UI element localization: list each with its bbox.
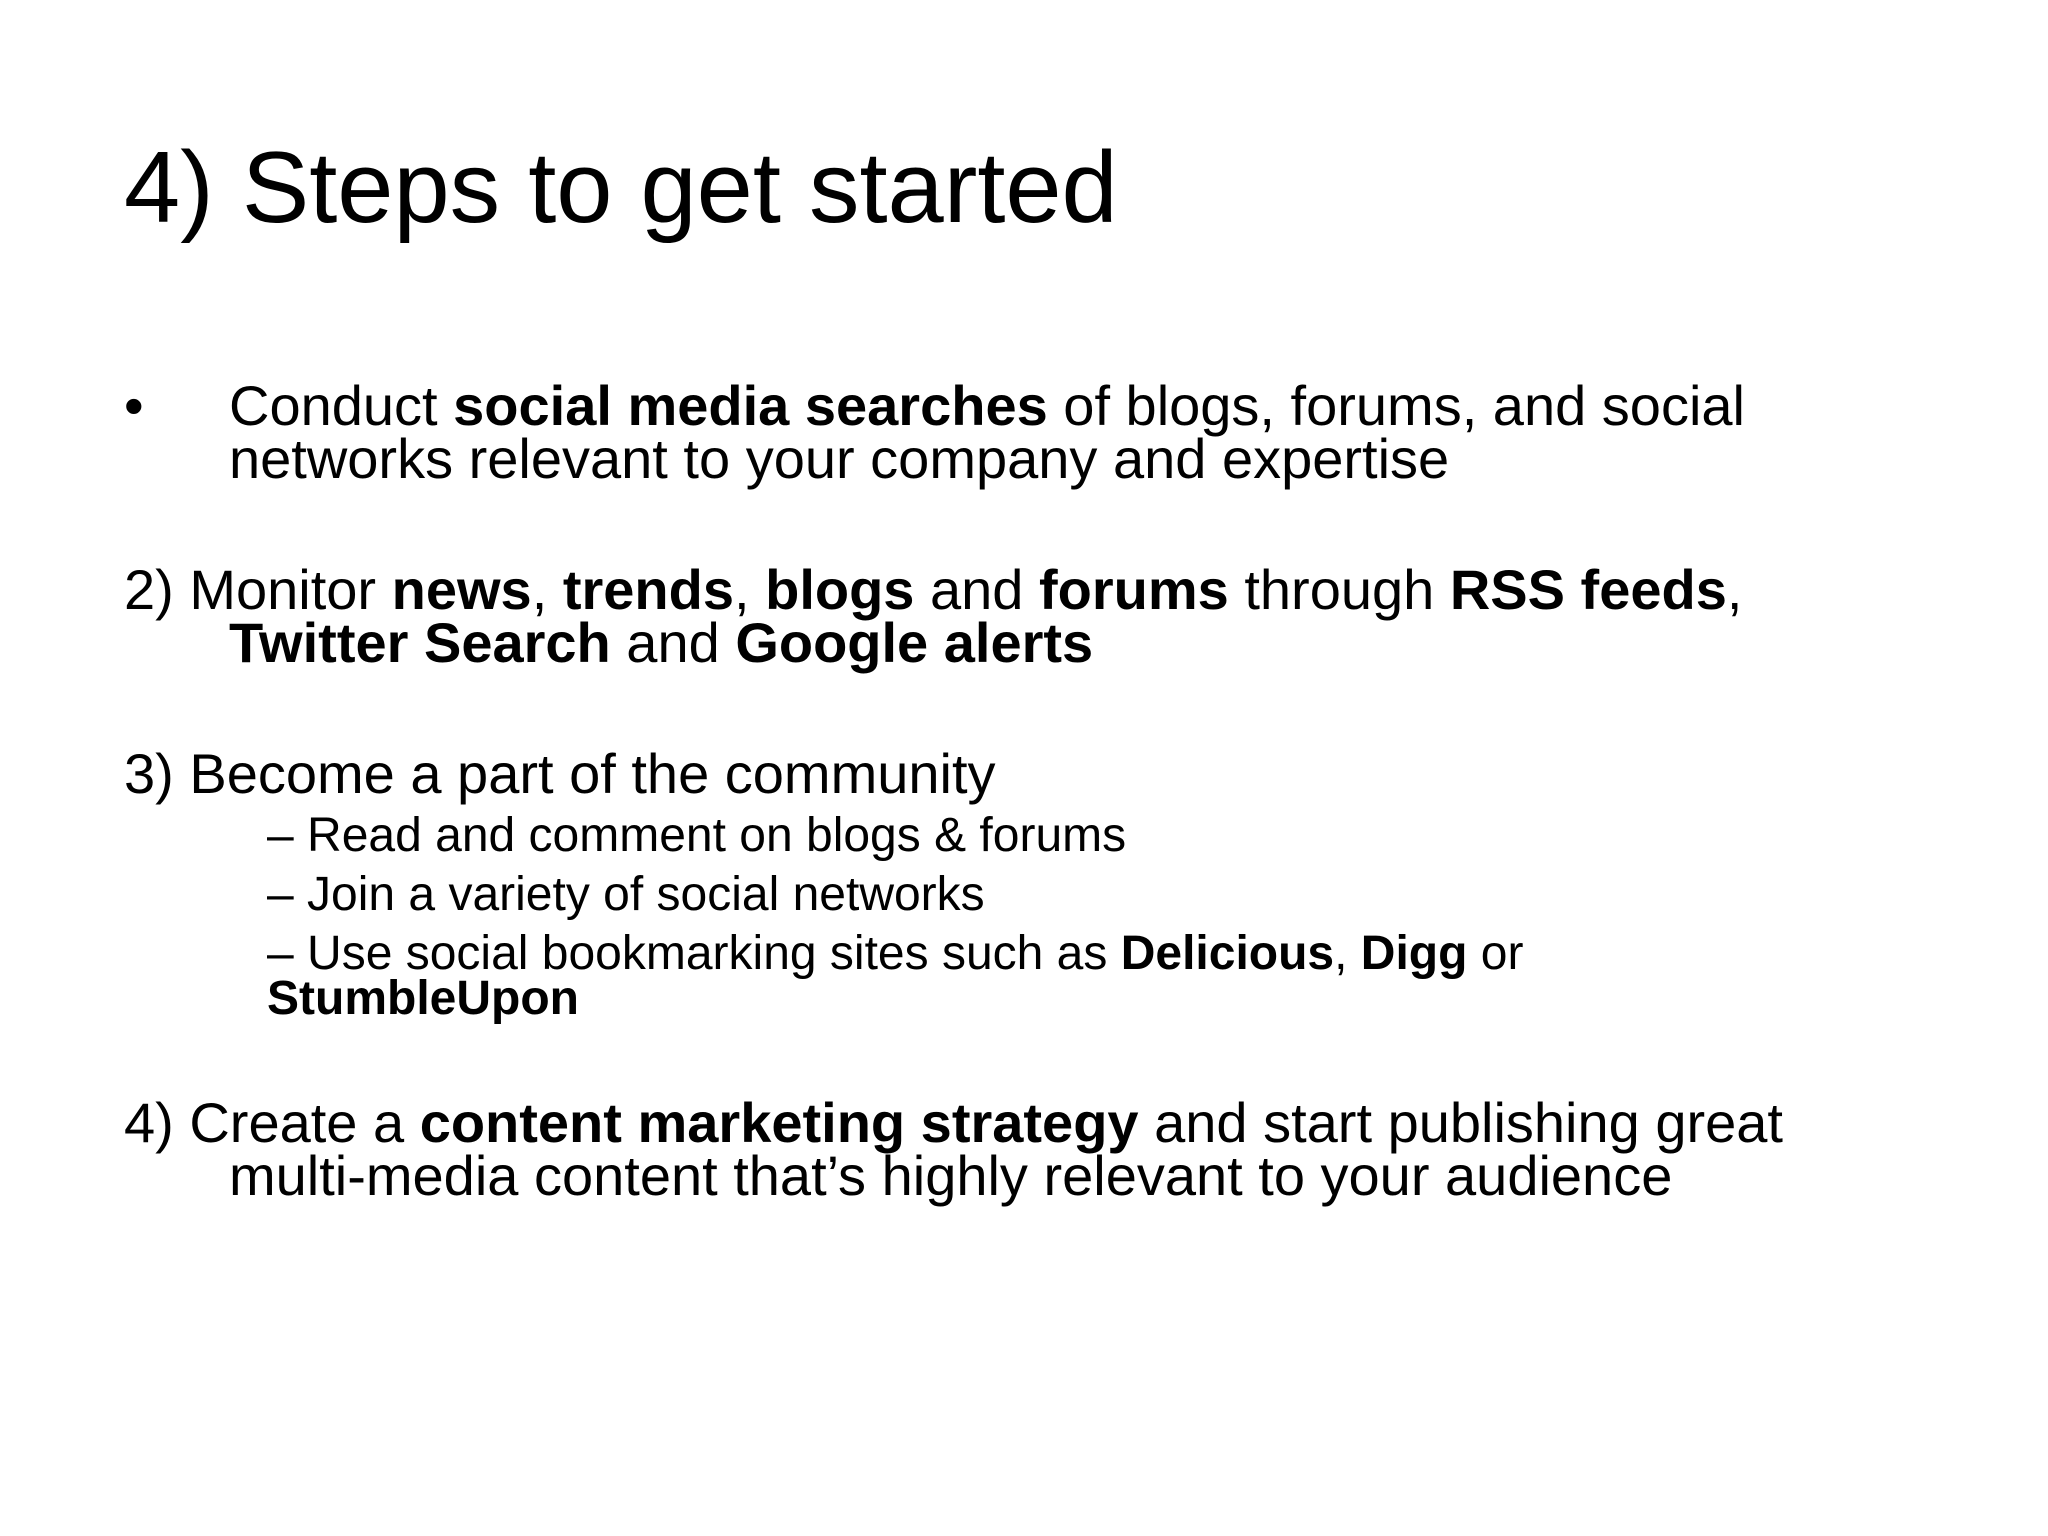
text-run: Conduct [229, 374, 454, 437]
text-run: , [1334, 927, 1361, 980]
sub-item-3-line-2 [267, 972, 1523, 1025]
slide-title: 4) Steps to get started [124, 132, 1118, 244]
bullet-marker: • [124, 374, 144, 437]
sub-item-1: – Read and comment on blogs & forums [267, 809, 1127, 862]
bold-text-run: Delicious [1120, 927, 1335, 980]
sub-item-3 [267, 927, 1524, 1025]
bold-text-run: news [391, 558, 532, 621]
list-item-2 [124, 558, 1743, 674]
bold-text-run: blogs [765, 558, 915, 621]
bold-text-run: social media searches [453, 374, 1048, 437]
bold-text-run: Digg [1360, 927, 1468, 980]
list-item-4-line-1 [124, 1091, 1783, 1154]
list-item-3: 3) Become a part of the community [124, 742, 996, 805]
text-run: and start publishing great [1138, 1091, 1783, 1154]
text-run: and [610, 611, 736, 674]
list-item-4 [124, 1091, 1783, 1207]
text-run: and [914, 558, 1039, 621]
text-run: , [531, 558, 563, 621]
list-item-2-line-1 [124, 558, 1743, 621]
bold-text-run: Twitter Search [229, 611, 611, 674]
text-run: through [1228, 558, 1450, 621]
text-run: 4) Create a [124, 1091, 420, 1154]
bold-text-run: Google alerts [735, 611, 1094, 674]
bold-text-run: trends [562, 558, 734, 621]
bold-text-run: RSS feeds [1449, 558, 1727, 621]
list-item-1-line-1 [229, 374, 1745, 437]
list-item-4-line-2: multi-media content that’s highly relevant to your audience [229, 1144, 1673, 1207]
bold-text-run: StumbleUpon [267, 972, 579, 1025]
text-run: , [1726, 558, 1743, 621]
list-item-2-line-2 [124, 611, 1742, 674]
sub-item-2: – Join a variety of social networks [267, 868, 985, 921]
list-item-1-line-2: networks relevant to your company and expertise [229, 427, 1450, 490]
text-run: , [733, 558, 766, 621]
text-run: 2) Monitor [124, 558, 392, 621]
sub-item-3-line-1 [267, 927, 1524, 980]
text-run: – Use social bookmarking sites such as [267, 927, 1121, 980]
list-item-1 [229, 374, 1745, 490]
bold-text-run: content marketing strategy [419, 1091, 1139, 1154]
text-run: or [1467, 927, 1524, 980]
text-run: of blogs, forums, and social [1047, 374, 1745, 437]
bold-text-run: forums [1039, 558, 1229, 621]
